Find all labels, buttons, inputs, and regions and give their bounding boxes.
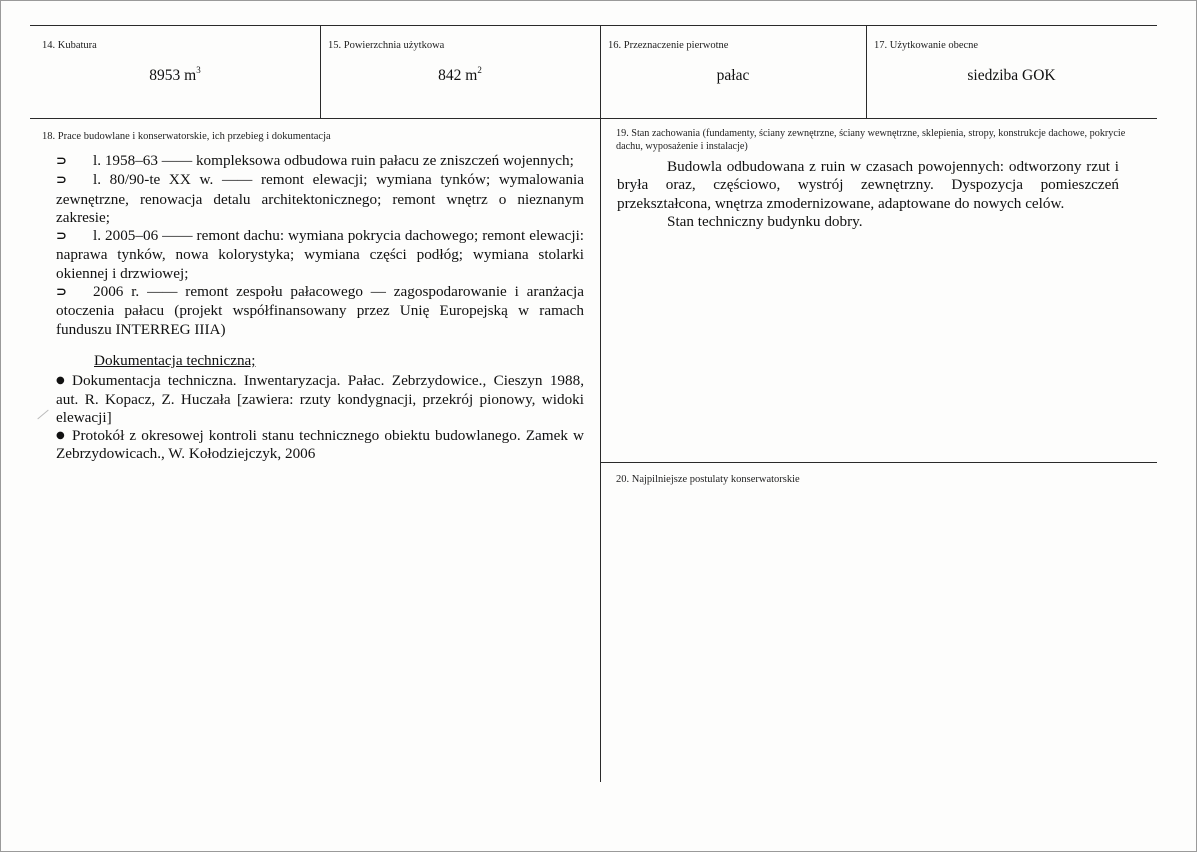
works-list [56, 152, 584, 464]
work-dash: —— [161, 152, 193, 169]
field-14-label: 14. Kubatura [42, 40, 97, 51]
field-14-value [30, 64, 320, 85]
field-19-label: 19. Stan zachowania (fundamenty, ściany zewnętrzne, ściany wewnętrzne, sklepienia, stropy, konstrukcje dachowe, pokrycie dachu, wyposażenie i instalacje) [616, 128, 1126, 152]
work-year: l. 1958–63 [93, 152, 158, 169]
field-17-label: 17. Użytkowanie obecne [874, 40, 979, 51]
arrow-bullet-icon: ⊃ [56, 285, 67, 301]
arrow-bullet-icon: ⊃ [56, 229, 67, 245]
work-item [56, 283, 584, 339]
documentation-heading: Dokumentacja techniczna; [94, 351, 256, 369]
field-18-label: 18. Prace budowlane i konserwatorskie, ich przebieg i dokumentacja [42, 131, 331, 142]
work-text: kompleksowa odbudowa ruin pałacu ze zniszczeń wojennych; [195, 152, 574, 169]
condition-paragraph: Stan techniczny budynku dobry. [667, 212, 863, 230]
condition-text [617, 158, 1119, 231]
work-year: 2006 r. [93, 283, 140, 301]
center-divider [600, 25, 601, 782]
field-17-value: siedziba GOK [967, 67, 1056, 84]
doc-item [56, 427, 584, 464]
top-rule [30, 25, 1157, 26]
field-15-value [320, 64, 600, 85]
condition-paragraph: Budowla odbudowana z ruin w czasach powojennych: odtworzony rzut i bryła oraz, częściowo, wystrój zewnętrzny. Dyspozycja pomieszczeń przekształcona, wnętrza zmodernizowane, adaptowane do nowych celów. [617, 158, 1119, 212]
work-dash: —— [221, 171, 253, 189]
work-year: l. 2005–06 [93, 227, 159, 245]
kubatura-value: 8953 m [149, 67, 197, 84]
doc-item [56, 372, 584, 427]
row1-bottom-rule [30, 118, 1157, 119]
doc-text: Protokół z okresowej kontroli stanu technicznego obiektu budowlanego. Zamek w Zebrzydowicach., W. Kołodziejczyk, 2006 [56, 427, 584, 463]
work-text: remont dachu: wymiana pokrycia dachowego; remont elewacji: naprawa tynków, nowa kolorystyka; wymiana części podłóg; wymiana stolarki okiennej i drzwiowej; [56, 227, 585, 282]
work-item [56, 171, 584, 227]
kubatura-exponent: 3 [196, 64, 201, 75]
work-item [56, 227, 584, 283]
arrow-bullet-icon: ⊃ [56, 154, 67, 169]
field-16-value: pałac [716, 67, 750, 84]
work-text: remont elewacji; wymiana tynków; wymalowania zewnętrzne, renowacja detalu architektonicznego; remont wnętrz o nieznanym zakresie; [56, 171, 585, 226]
work-dash: —— [147, 283, 178, 301]
field-20-label: 20. Najpilniejsze postulaty konserwatorskie [616, 474, 800, 485]
arrow-bullet-icon: ⊃ [56, 173, 67, 189]
work-dash: —— [162, 227, 193, 245]
work-item [56, 152, 584, 171]
field-16-label: 16. Przeznaczenie pierwotne [608, 40, 729, 51]
doc-text: Dokumentacja techniczna. Inwentaryzacja. Pałac. Zebrzydowice., Cieszyn 1988, aut. R. Kopacz, Z. Huczała [zawiera: rzuty kondygnacji, przekrój pionowy, widoki elewacji] [56, 372, 584, 426]
bullet-dot-icon: ● [56, 375, 65, 387]
powierzchnia-exponent: 2 [477, 64, 482, 75]
f19-bottom-rule [600, 462, 1157, 463]
work-text: remont zespołu pałacowego — zagospodarowanie i aranżacja otoczenia pałacu (projekt współfinansowany przez Unię Europejską w ramach funduszu INTERREG IIIA) [56, 283, 584, 338]
bullet-dot-icon: ● [56, 430, 65, 442]
powierzchnia-value: 842 m [438, 67, 478, 84]
work-year: l. 80/90-te XX w. [93, 171, 214, 189]
field-15-label: 15. Powierzchnia użytkowa [328, 40, 445, 51]
